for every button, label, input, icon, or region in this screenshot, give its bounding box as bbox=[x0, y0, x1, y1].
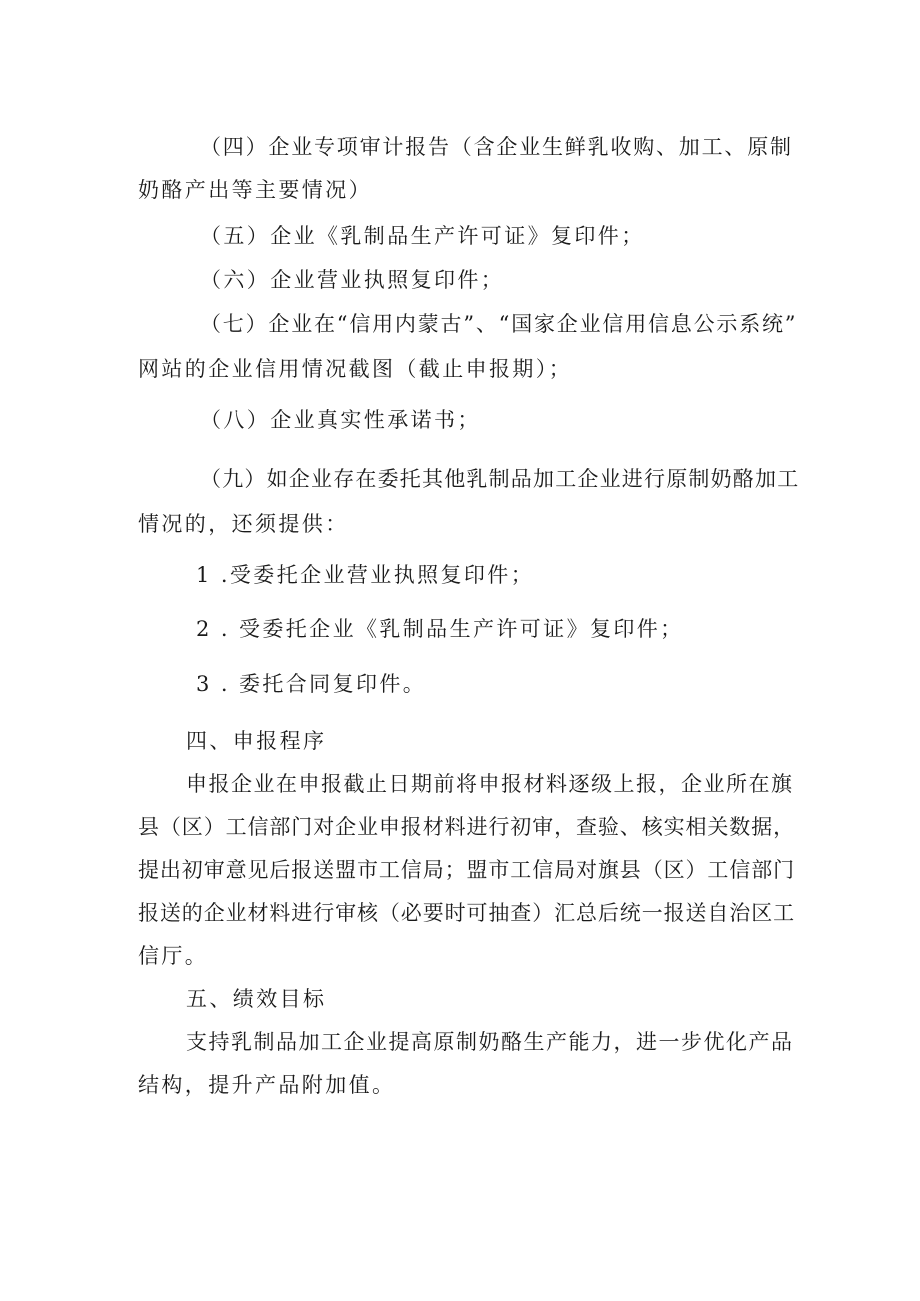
section-4-para-line-4: 报送的企业材料进行审核（必要时可抽查）汇总后统一报送自治区工 bbox=[138, 901, 795, 925]
section-5-para-line-1: 支持乳制品加工企业提高原制奶酪生产能力，进一步优化产品 bbox=[186, 1030, 794, 1054]
item-8: （八）企业真实性承诺书； bbox=[200, 408, 481, 432]
section-4-para-line-1: 申报企业在申报截止日期前将申报材料逐级上报，企业所在旗 bbox=[186, 772, 794, 796]
section-4-para-line-3: 提出初审意见后报送盟市工信局；盟市工信局对旗县（区）工信部门 bbox=[138, 858, 795, 882]
item-7-line-1: （七）企业在“信用内蒙古”、“国家企业信用信息公示系统” bbox=[200, 312, 798, 336]
item-6: （六）企业营业执照复印件； bbox=[200, 268, 505, 292]
item-9-line-1: （九）如企业存在委托其他乳制品加工企业进行原制奶酪加工 bbox=[200, 467, 800, 491]
sub-item-2: 2 . 受委托企业《乳制品生产许可证》复印件； bbox=[196, 617, 684, 641]
section-4-para-line-5: 信厅。 bbox=[138, 944, 209, 968]
sub-item-3: 3 . 委托合同复印件。 bbox=[196, 672, 427, 696]
section-5-para-line-2: 结构，提升产品附加值。 bbox=[138, 1073, 396, 1097]
item-4-line-2: 奶酪产出等主要情况） bbox=[138, 178, 372, 202]
section-4-para-line-2: 县（区）工信部门对企业申报材料进行初审，查验、核实相关数据， bbox=[138, 815, 795, 839]
section-4-heading: 四、申报程序 bbox=[186, 729, 327, 753]
item-4-line-1: （四）企业专项审计报告（含企业生鲜乳收购、加工、原制 bbox=[200, 135, 793, 159]
sub-item-1: 1 .受委托企业营业执照复印件； bbox=[196, 563, 535, 587]
item-5: （五）企业《乳制品生产许可证》复印件； bbox=[200, 224, 645, 248]
item-7-line-2: 网站的企业信用情况截图（截止申报期）； bbox=[138, 357, 573, 381]
item-9-line-2: 情况的，还须提供： bbox=[138, 512, 349, 536]
section-5-heading: 五、绩效目标 bbox=[186, 987, 327, 1011]
